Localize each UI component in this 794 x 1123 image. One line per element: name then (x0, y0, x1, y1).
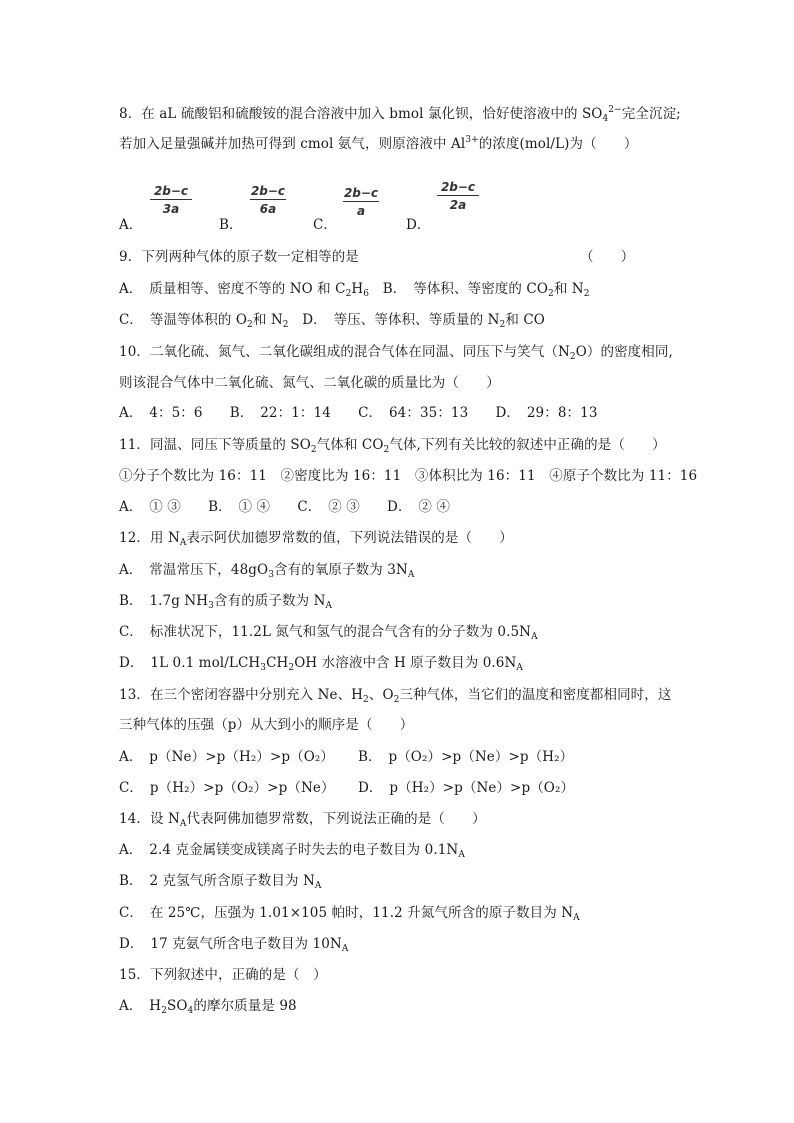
q9-options-cd: C． 等温等体积的 $O_2$和 $N_2$ D． 等压、等体积、等质量的 $N_2$和 CO (119, 312, 545, 330)
q8-option-a-label: A． (119, 217, 143, 233)
q13-stem-line1: 13．在三个密闭容器中分别充入 Ne、$H_2$、$O_2$三种气体，当它们的温度和密度都相同时，这 (119, 687, 672, 705)
q12-option-a: A． 常温常压下，$48gO_3$含有的氧原子数为 $3N_A$ (119, 562, 415, 580)
q14-option-d: D． 17 克氨气所含电子数目为 $10N_A$ (119, 936, 349, 954)
q8-option-b-label: B． (219, 217, 243, 233)
q9-stem: 9．下列两种气体的原子数一定相等的是 (119, 249, 359, 265)
q11-options: A． ① ③ B． ① ④ C． ② ③ D． ② ④ (119, 499, 450, 515)
q9-answer-paren: （ ） (580, 249, 635, 265)
q13-option-c: C． p（H₂）>p（O₂）>p（Ne） (119, 780, 335, 796)
q13-option-a: A． p（Ne）>p（H₂）>p（O₂） (119, 749, 335, 765)
q8-option-c-label: C． (313, 217, 337, 233)
q8-option-a-fraction: 2b−c 3a (150, 184, 192, 216)
q12-stem: 12．用 $N_A$表示阿伏加德罗常数的值，下列说法错误的是（ ） (119, 530, 513, 548)
q13-option-d: D． p（H₂）>p（Ne）>p（O₂） (358, 780, 575, 796)
q12-option-b: B． 1.7g $NH_3$含有的质子数为 $N_A$ (119, 593, 333, 611)
q14-option-b: B． 2 克氢气所含原子数目为 $N_A$ (119, 873, 322, 891)
q14-option-a: A． 2.4 克金属镁变成镁离子时失去的电子数目为 $0.1N_A$ (119, 842, 465, 860)
q14-option-c: C． 在 25℃，压强为 1.01×105 帕时，11.2 升氮气所含的原子数目为 $N_A$ (119, 905, 580, 923)
q15-option-a: A． $H_2SO_4$的摩尔质量是 98 (119, 998, 297, 1016)
q15-stem: 15．下列叙述中，正确的是（ ） (119, 967, 327, 983)
q8-option-d-label: D． (406, 217, 431, 233)
q8-stem-line1: 8．在 aL 硫酸铝和硫酸铵的混合溶液中加入 bmol 氯化钡，恰好使溶液中的 $SO_4^{2-}$完全沉淀; (119, 105, 681, 124)
q10-options: A． 4：5：6 B． 22：1：14 C． 64：35：13 D． 29：8：13 (119, 405, 598, 421)
q13-stem-line2: 三种气体的压强（p）从大到小的顺序是（ ） (119, 717, 414, 733)
q14-stem: 14．设 $N_A$代表阿佛加德罗常数，下列说法正确的是（ ） (119, 811, 486, 829)
q13-option-b: B． p（O₂）>p（Ne）>p（H₂） (358, 749, 574, 765)
q8-stem-line2: 若加入足量强碱并加热可得到 cmol 氨气，则原溶液中 $Al^{3+}$的浓度(mol/L)为（ ） (119, 135, 638, 152)
q10-stem-line2: 则该混合气体中二氧化硫、氮气、二氧化碳的质量比为（ ） (119, 375, 500, 391)
q9-options-ab: A． 质量相等、密度不等的 NO 和 $C_2H_6$ B． 等体积、等密度的 $CO_2$和 $N_2$ (119, 281, 590, 299)
q8-option-b-fraction: 2b−c 6a (250, 184, 286, 216)
q11-stem: 11．同温、同压下等质量的 $SO_2$气体和 $CO_2$气体,下列有关比较的叙述中正确的是（ ） (119, 437, 666, 455)
q12-option-d: D． 1L 0.1 mol/$LCH_3CH_2OH$ 水溶液中含 H 原子数目为 $0.6N_A$ (119, 655, 523, 673)
q10-stem-line1: 10．二氧化硫、氮气、二氧化碳组成的混合气体在同温、同压下与笑气$(N_2O)$的密度相同, (119, 344, 673, 362)
q8-option-c-fraction: 2b−c a (343, 186, 379, 218)
q11-items: ①分子个数比为 16：11 ②密度比为 16：11 ③体积比为 16：11 ④原子个数比为 11：16 (119, 468, 698, 484)
q8-option-d-fraction: 2b−c 2a (437, 180, 479, 212)
q12-option-c: C． 标准状况下，11.2L 氮气和氢气的混合气含有的分子数为 $0.5N_A$ (119, 624, 538, 642)
